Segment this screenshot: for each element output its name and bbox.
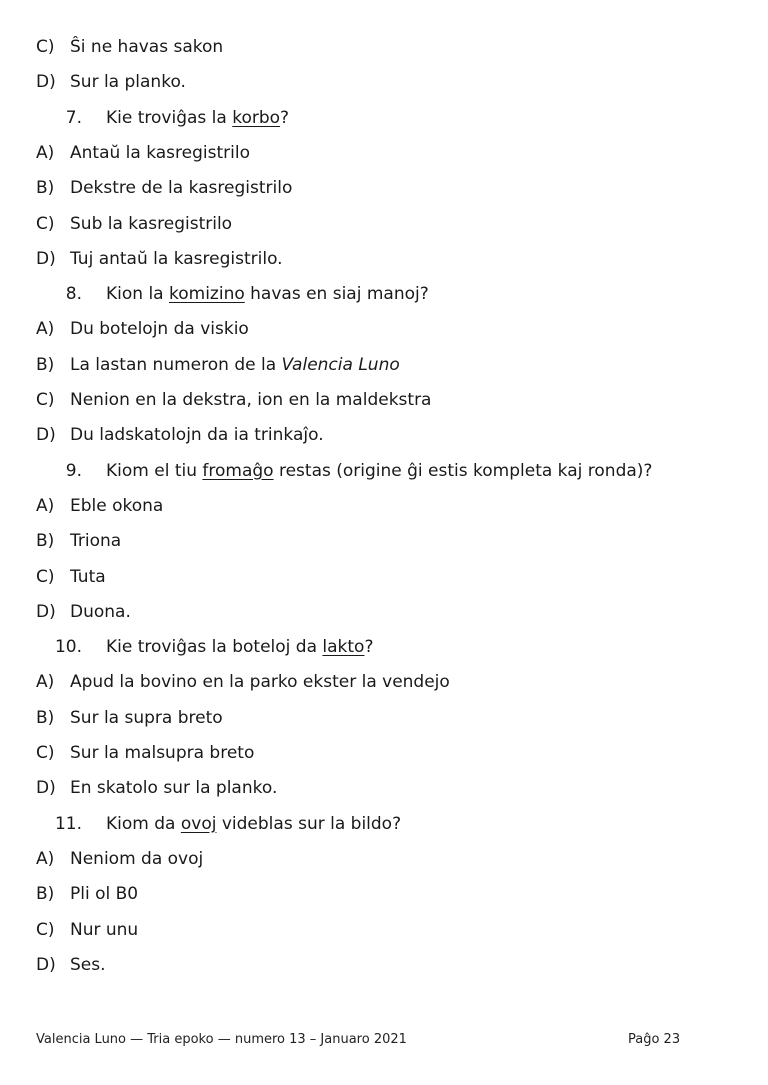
question-keyword: korbo	[232, 107, 281, 128]
answer-option	[36, 954, 106, 976]
answer-option	[36, 777, 277, 799]
option-letter: C)	[36, 390, 55, 410]
question-line	[36, 107, 289, 129]
option-letter: B)	[36, 707, 55, 728]
answer-option	[36, 389, 431, 411]
option-text: Sur la planko.	[70, 72, 186, 93]
answer-option	[36, 424, 324, 446]
question-text-end: ?	[280, 107, 290, 128]
question-text-end: videblas sur la bildo?	[216, 813, 402, 834]
question-text: Kiom el tiu	[106, 460, 203, 481]
question-text: Kie troviĝas la boteloj da	[106, 637, 323, 658]
option-text: Neniom da ovoj	[70, 848, 204, 869]
question-number: 7.	[65, 107, 82, 128]
option-letter: D)	[36, 425, 56, 446]
option-letter: B)	[36, 531, 55, 552]
question-text-end: restas (origine ĝi estis kompleta kaj ronda)?	[273, 460, 653, 481]
question-text: Kion la	[106, 284, 169, 305]
answer-option	[36, 318, 249, 340]
option-letter: C)	[36, 743, 55, 763]
option-text: Sur la malsupra breto	[70, 743, 255, 763]
answer-option	[36, 142, 250, 164]
option-text: Sub la kasregistrilo	[70, 213, 233, 234]
option-letter: D)	[36, 601, 56, 622]
question-number: 11.	[54, 813, 82, 834]
answer-option	[36, 177, 292, 199]
footer-publication: Valencia Luno — Tria epoko — numero 13 – Januaro 2021	[36, 1032, 407, 1047]
option-letter: A)	[36, 848, 55, 869]
option-letter: B)	[36, 884, 55, 905]
answer-option	[36, 530, 121, 552]
option-letter: A)	[36, 319, 55, 340]
option-letter: D)	[36, 248, 56, 269]
option-text: Tuta	[70, 566, 106, 587]
answer-option	[36, 71, 186, 93]
question-number: 10.	[54, 637, 82, 658]
option-letter: A)	[36, 495, 55, 516]
answer-option	[36, 919, 138, 941]
option-text: Nur unu	[70, 919, 139, 940]
option-text: La lastan numeron de la	[70, 354, 282, 375]
question-keyword: fromaĝo	[202, 460, 274, 481]
question-keyword: komizino	[169, 284, 245, 305]
option-letter: D)	[36, 778, 56, 799]
answer-option	[36, 354, 400, 376]
question-line	[36, 283, 429, 305]
option-letter: C)	[36, 37, 55, 57]
option-text: Tuj antaŭ la kasregistrilo.	[70, 248, 283, 269]
option-letter: C)	[36, 213, 55, 234]
question-text-end: ?	[364, 637, 374, 658]
answer-option	[36, 213, 232, 235]
option-letter: B)	[36, 354, 55, 375]
question-text: Kie troviĝas la	[106, 107, 233, 128]
option-text: En skatolo sur la planko.	[70, 778, 278, 799]
answer-option	[36, 707, 223, 729]
option-text: Du ladskatolojn da ia trinkaĵo.	[70, 425, 324, 446]
answer-option	[36, 36, 223, 58]
footer-page-number: Paĝo 23	[628, 1032, 681, 1047]
option-text: Pli ol B0	[70, 884, 139, 905]
option-text: Antaŭ la kasregistrilo	[70, 142, 250, 163]
answer-option	[36, 848, 203, 870]
question-text-end: havas en siaj manoj?	[244, 284, 429, 305]
question-keyword: lakto	[322, 637, 365, 658]
question-line	[36, 636, 374, 658]
question-number: 9.	[65, 460, 82, 481]
option-letter: B)	[36, 178, 55, 199]
question-text: Kiom da	[106, 813, 181, 834]
question-line	[36, 813, 401, 835]
option-text: Ses.	[70, 954, 106, 975]
option-text: Nenion en la dekstra, ion en la maldekstra	[70, 390, 432, 410]
answer-option	[36, 495, 163, 517]
option-text: Du botelojn da viskio	[70, 319, 249, 340]
question-keyword: ovoj	[180, 813, 217, 834]
answer-option	[36, 883, 138, 905]
option-letter: A)	[36, 142, 55, 163]
option-letter: A)	[36, 672, 55, 693]
answer-option	[36, 601, 131, 623]
option-italic-text: Valencia Luno	[281, 354, 400, 375]
option-text: Duona.	[70, 601, 131, 622]
answer-option	[36, 248, 283, 270]
option-text: Sur la supra breto	[70, 707, 223, 728]
question-number: 8.	[65, 284, 82, 305]
answer-option	[36, 671, 450, 693]
option-text: Eble okona	[70, 495, 164, 516]
answer-option	[36, 742, 254, 764]
option-text: Apud la bovino en la parko ekster la vendejo	[70, 672, 450, 693]
option-letter: D)	[36, 954, 56, 975]
option-text: Dekstre de la kasregistrilo	[70, 178, 293, 199]
option-letter: D)	[36, 72, 56, 93]
option-text: Triona	[70, 531, 122, 552]
option-letter: C)	[36, 919, 55, 940]
option-letter: C)	[36, 566, 55, 587]
option-text: Ŝi ne havas sakon	[70, 37, 224, 57]
question-line	[36, 460, 652, 482]
answer-option	[36, 566, 106, 588]
